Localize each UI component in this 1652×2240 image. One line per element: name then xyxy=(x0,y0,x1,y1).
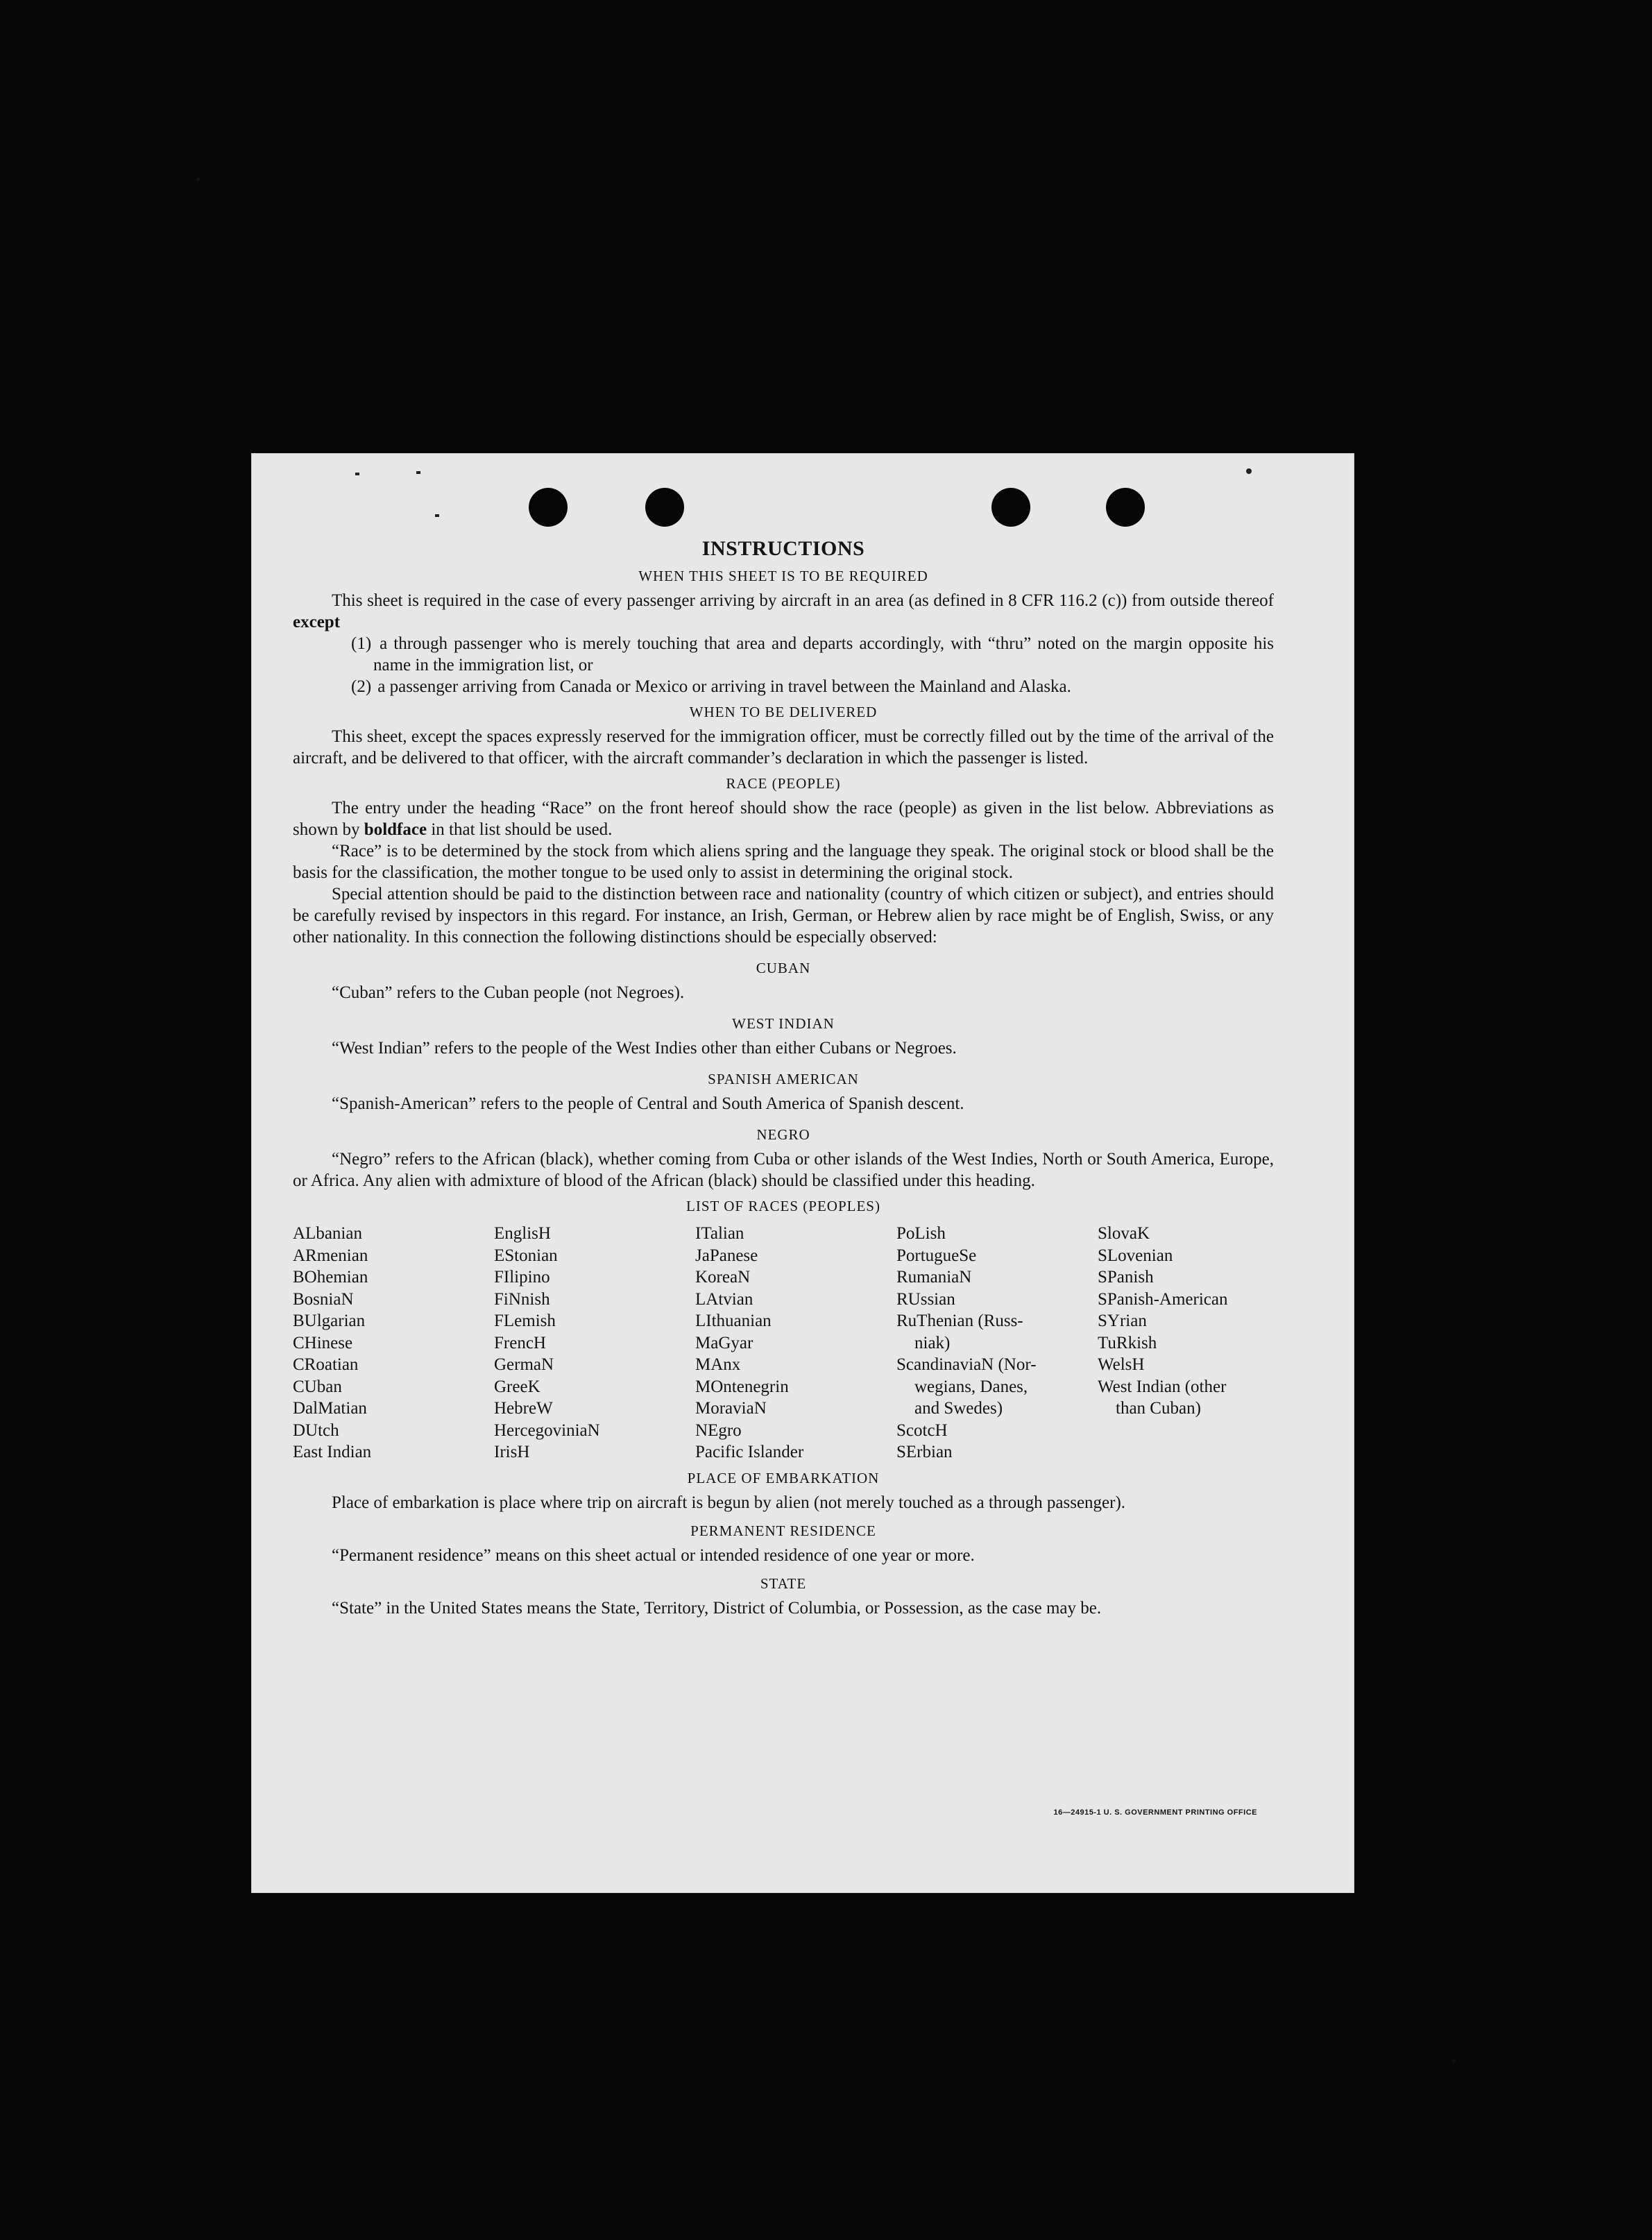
race-entry: LIthuanian xyxy=(695,1312,772,1330)
race-entry: SLovenian xyxy=(1098,1246,1173,1265)
race-entry: RumaniaN xyxy=(896,1268,972,1287)
races-column xyxy=(494,1223,695,1463)
races-list xyxy=(293,1223,1274,1463)
punch-hole xyxy=(529,488,568,527)
paragraph: “State” in the United States means the State, Territory, District of Columbia, or Possession, as the case may be. xyxy=(332,1598,1102,1618)
race-entry: IrisH xyxy=(494,1443,530,1461)
race-entry: BosniaN xyxy=(293,1289,354,1309)
race-entry: MOntenegrin xyxy=(695,1377,789,1396)
page-title: INSTRUCTIONS xyxy=(701,537,865,560)
races-column xyxy=(695,1223,896,1463)
list-item: (1) a through passenger who is merely touching that area and departs accordingly, with “thru” noted on the margin opposite his name in the immigration list, or xyxy=(351,634,1275,674)
race-entry: JaPanese xyxy=(695,1246,758,1265)
race-entry: TuRkish xyxy=(1098,1333,1157,1352)
speck xyxy=(1246,468,1252,474)
race-entry: Pacific Islander xyxy=(695,1443,804,1461)
race-entry: ITalian xyxy=(695,1224,744,1243)
instructions-content xyxy=(293,536,1274,1619)
race-entry: niak) xyxy=(914,1333,951,1352)
paragraph: “Race” is to be determined by the stock from which aliens spring and the language they speak. The original stock or blood shall be the basis for the classification, the mother tongue to be used only to assist in determining the original stock. xyxy=(293,842,1274,882)
race-entry: BOhemian xyxy=(293,1268,368,1287)
race-entry: RuThenian (Russ- xyxy=(896,1312,1023,1330)
document-sheet xyxy=(251,453,1354,1893)
race-entry: SErbian xyxy=(896,1443,953,1461)
paragraph: “Permanent residence” means on this sheet actual or intended residence of one year or more. xyxy=(332,1545,975,1565)
paragraph: This sheet, except the spaces expressly reserved for the immigration officer, must be correctly filled out by the time of the arrival of the aircraft, and be delivered to that officer, with the aircraft commander’s declaration in which the passenger is listed. xyxy=(293,727,1274,767)
races-column xyxy=(1098,1223,1274,1463)
races-column xyxy=(896,1223,1098,1463)
section-heading: LIST OF RACES (PEOPLES) xyxy=(686,1198,880,1214)
races-column xyxy=(293,1223,494,1463)
paragraph: Special attention should be paid to the distinction between race and nationality (country of which citizen or subject), and entries should be carefully revised by inspectors in this regard. For instance, an Irish, German, or Hebrew alien by race might be of English, Swiss, or any other nationality. In this connection the following distinctions should be especially observed: xyxy=(293,885,1274,947)
section-heading: WEST INDIAN xyxy=(732,1015,835,1032)
race-entry: FrencH xyxy=(494,1333,546,1352)
paragraph: Place of embarkation is place where trip on aircraft is begun by alien (not merely touched as a through passenger). xyxy=(332,1493,1126,1512)
punch-hole xyxy=(991,488,1030,527)
race-entry: West Indian (other xyxy=(1098,1377,1227,1396)
race-entry: wegians, Danes, xyxy=(914,1377,1028,1396)
race-entry: SPanish-American xyxy=(1098,1289,1228,1309)
section-heading: NEGRO xyxy=(756,1126,810,1143)
race-entry: ALbanian xyxy=(293,1224,362,1243)
list-item: (2) a passenger arriving from Canada or Mexico or arriving in travel between the Mainland and Alaska. xyxy=(351,677,1071,696)
race-entry: SlovaK xyxy=(1098,1224,1150,1243)
printer-imprint: 16—24915-1 U. S. GOVERNMENT PRINTING OFFICE xyxy=(1053,1808,1257,1817)
race-entry: MAnx xyxy=(695,1355,741,1374)
punch-hole xyxy=(645,488,684,527)
race-entry: GermaN xyxy=(494,1355,554,1374)
race-entry: than Cuban) xyxy=(1116,1399,1201,1418)
race-entry: CUban xyxy=(293,1377,342,1396)
race-entry: FLemish xyxy=(494,1312,556,1330)
race-entry: PoLish xyxy=(896,1224,946,1243)
race-entry: EnglisH xyxy=(494,1224,551,1243)
race-entry: NEgro xyxy=(695,1420,742,1440)
section-heading: SPANISH AMERICAN xyxy=(708,1071,859,1087)
race-entry: ScandinaviaN (Nor- xyxy=(896,1355,1037,1374)
speck xyxy=(416,471,420,474)
section-heading: WHEN THIS SHEET IS TO BE REQUIRED xyxy=(638,568,928,584)
race-entry: CHinese xyxy=(293,1333,353,1352)
speck xyxy=(355,473,359,475)
race-entry: KoreaN xyxy=(695,1268,751,1287)
section-heading: WHEN TO BE DELIVERED xyxy=(689,704,878,720)
race-entry: DalMatian xyxy=(293,1399,367,1418)
race-entry: MoraviaN xyxy=(695,1399,767,1418)
section-heading: PERMANENT RESIDENCE xyxy=(690,1522,876,1539)
race-entry: FiNnish xyxy=(494,1289,550,1309)
race-entry: PortugueSe xyxy=(896,1246,977,1265)
race-entry: East Indian xyxy=(293,1443,372,1461)
paragraph: “Negro” refers to the African (black), whether coming from Cuba or other islands of the West Indies, North or South America, Europe, or Africa. Any alien with admixture of blood of the African (black) should be classified under this heading. xyxy=(293,1150,1274,1190)
paragraph: “West Indian” refers to the people of the West Indies other than either Cubans or Negroes. xyxy=(332,1039,957,1058)
race-entry: ScotcH xyxy=(896,1420,948,1440)
paragraph: This sheet is required in the case of every passenger arriving by aircraft in an area (as defined in 8 CFR 116.2 (c)) from outside thereof except xyxy=(293,591,1274,631)
race-entry: HercegoviniaN xyxy=(494,1420,600,1440)
punch-hole xyxy=(1106,488,1145,527)
race-entry: HebreW xyxy=(494,1399,553,1418)
race-entry: SPanish xyxy=(1098,1268,1154,1287)
paragraph: The entry under the heading “Race” on the front hereof should show the race (people) as given in the list below. Abbreviations as shown by boldface in that list should be used. xyxy=(293,799,1274,839)
race-entry: CRoatian xyxy=(293,1355,359,1374)
race-entry: DUtch xyxy=(293,1420,339,1440)
race-entry: LAtvian xyxy=(695,1289,753,1309)
speck xyxy=(435,514,439,517)
race-entry: MaGyar xyxy=(695,1333,753,1352)
race-entry: GreeK xyxy=(494,1377,540,1396)
paragraph: “Spanish-American” refers to the people of Central and South America of Spanish descent. xyxy=(332,1094,964,1113)
paragraph: “Cuban” refers to the Cuban people (not Negroes). xyxy=(332,983,685,1002)
race-entry: EStonian xyxy=(494,1246,558,1265)
section-heading: CUBAN xyxy=(756,960,811,976)
race-entry: FIlipino xyxy=(494,1268,550,1287)
race-entry: ARmenian xyxy=(293,1246,368,1265)
section-heading: PLACE OF EMBARKATION xyxy=(687,1469,880,1486)
race-entry: and Swedes) xyxy=(914,1399,1003,1418)
section-heading: RACE (PEOPLE) xyxy=(726,775,841,792)
race-entry: BUlgarian xyxy=(293,1312,366,1330)
race-entry: WelsH xyxy=(1098,1355,1145,1374)
race-entry: SYrian xyxy=(1098,1312,1147,1330)
section-heading: STATE xyxy=(760,1575,807,1592)
race-entry: RUssian xyxy=(896,1289,955,1309)
